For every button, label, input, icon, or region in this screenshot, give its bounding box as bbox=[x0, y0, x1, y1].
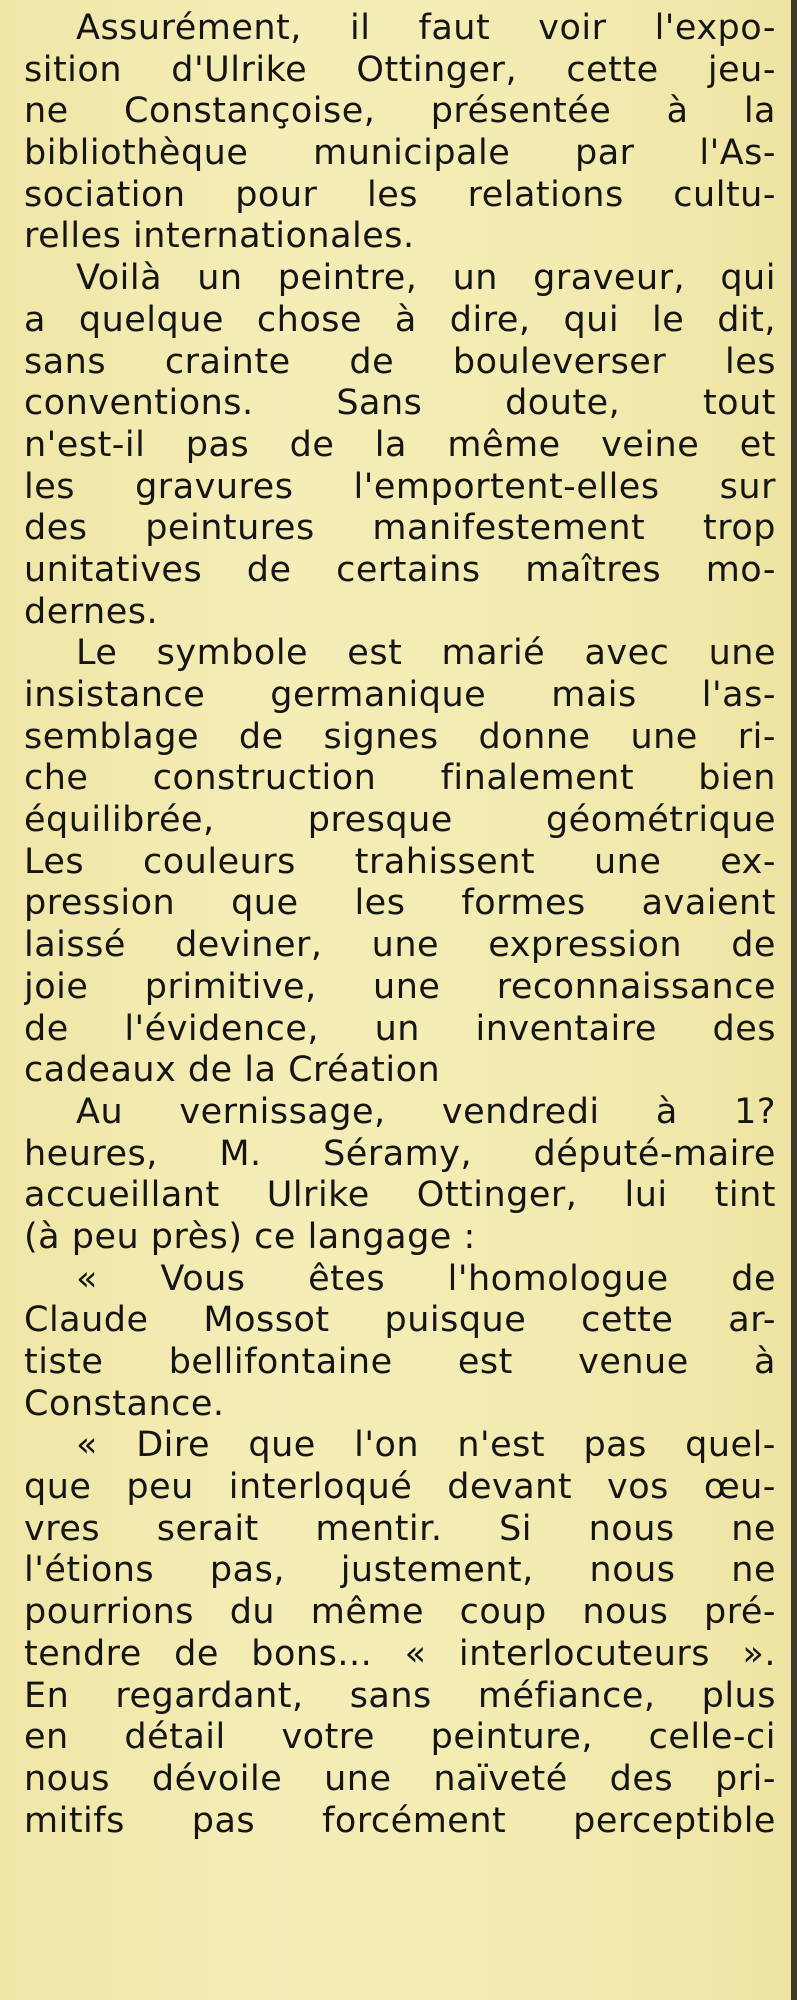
article-line: Constance. bbox=[24, 1383, 225, 1424]
article-line: semblage de signes donne une ri- bbox=[24, 716, 776, 757]
article-line: dernes. bbox=[24, 591, 159, 632]
article-line: Au vernissage, vendredi à 1? bbox=[76, 1091, 776, 1132]
article-line: sition d'Ulrike Ottinger, cette jeu- bbox=[24, 49, 776, 90]
article-line: équilibrée, presque géométrique bbox=[24, 800, 776, 841]
article-line: de l'évidence, un inventaire des bbox=[24, 1008, 776, 1049]
article-line: n'est-il pas de la même veine et bbox=[24, 424, 776, 465]
article-line: insistance germanique mais l'as- bbox=[24, 675, 776, 715]
article-line: laissé deviner, une expression de bbox=[24, 925, 776, 966]
article-line: Les couleurs trahissent une ex- bbox=[24, 841, 776, 882]
article-line: accueillant Ulrike Ottinger, lui tint bbox=[24, 1175, 776, 1216]
article-line: des peintures manifestement trop bbox=[24, 508, 776, 549]
article-line: Voilà un peintre, un graveur, qui bbox=[76, 258, 776, 299]
article-line: a quelque chose à dire, qui le dit, bbox=[24, 299, 776, 340]
article-line: Le symbole est marié avec une bbox=[76, 633, 776, 674]
article-line: joie primitive, une reconnaissance bbox=[24, 966, 776, 1007]
article-line: les gravures l'emportent-elles sur bbox=[24, 466, 776, 507]
article-line: relles internationales. bbox=[24, 216, 415, 257]
article-line: pourrions du même coup nous pré- bbox=[24, 1592, 776, 1633]
article-line: tendre de bons... « interlocuteurs ». bbox=[24, 1633, 776, 1674]
article-line: « Dire que l'on n'est pas quel- bbox=[76, 1425, 776, 1466]
column-rule bbox=[791, 0, 797, 2000]
article-line: en détail votre peinture, celle-ci bbox=[24, 1717, 776, 1758]
article-line: ne Constançoise, présentée à la bbox=[24, 91, 776, 132]
article-line: vres serait mentir. Si nous ne bbox=[24, 1508, 776, 1549]
article-line: (à peu près) ce langage : bbox=[24, 1216, 476, 1257]
article-line: l'étions pas, justement, nous ne bbox=[24, 1550, 776, 1591]
article-line: bibliothèque municipale par l'As- bbox=[24, 133, 776, 174]
article-line: conventions. Sans doute, tout bbox=[24, 383, 776, 424]
article-line: Assurément, il faut voir l'expo- bbox=[76, 8, 776, 48]
article-line: Claude Mossot puisque cette ar- bbox=[24, 1300, 776, 1341]
article-line: sociation pour les relations cultu- bbox=[24, 174, 776, 215]
article-line: « Vous êtes l'homologue de bbox=[76, 1258, 776, 1299]
article-line: nous dévoile une naïveté des pri- bbox=[24, 1758, 776, 1799]
article-line: En regardant, sans méfiance, plus bbox=[24, 1675, 776, 1716]
article-line: sans crainte de bouleverser les bbox=[24, 341, 776, 382]
article-body bbox=[24, 8, 776, 1842]
article-line: que peu interloqué devant vos œu- bbox=[24, 1467, 776, 1508]
article-line: mitifs pas forcément perceptible bbox=[24, 1800, 776, 1841]
article-line: cadeaux de la Création bbox=[24, 1050, 441, 1091]
article-line: heures, M. Séramy, député-maire bbox=[24, 1133, 776, 1174]
article-line: unitatives de certains maîtres mo- bbox=[24, 549, 776, 590]
article-line: che construction finalement bien bbox=[24, 758, 776, 799]
article-line: tiste bellifontaine est venue à bbox=[24, 1342, 776, 1382]
article-line: pression que les formes avaient bbox=[24, 883, 776, 924]
